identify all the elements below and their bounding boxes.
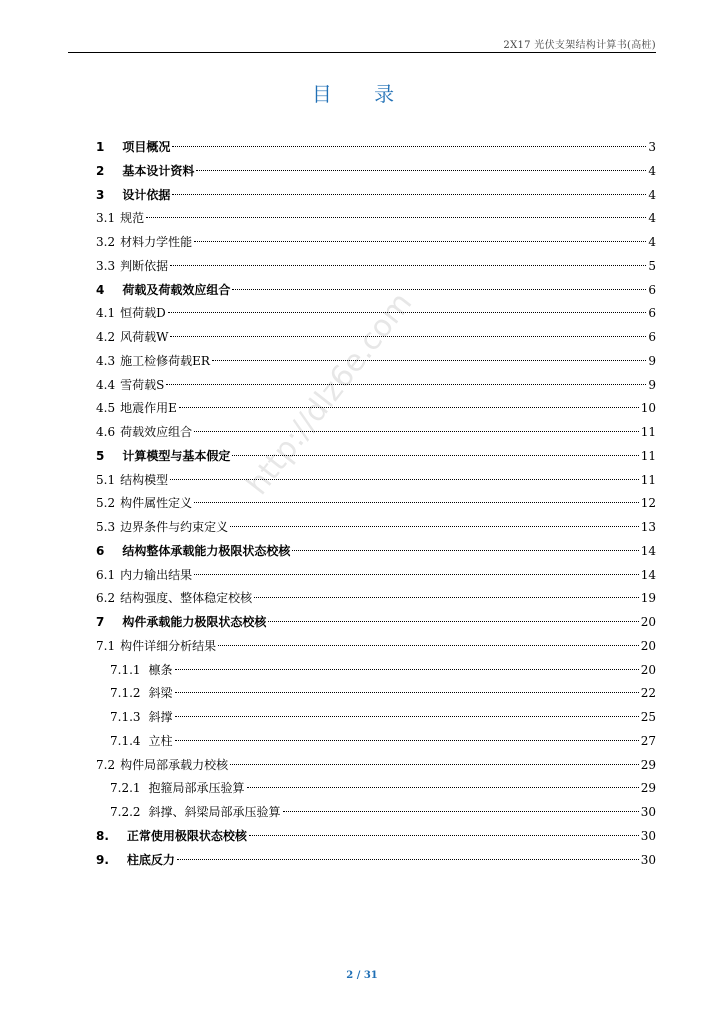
toc-entry-label: 风荷载W (120, 330, 169, 344)
toc-entry[interactable] (96, 611, 656, 635)
toc-entry-page: 3 (648, 140, 656, 154)
toc-entry-number: 4.6 (96, 425, 116, 439)
page-title: 目 录 (311, 82, 413, 106)
table-of-contents (96, 136, 656, 872)
toc-entry-number: 3 (96, 187, 105, 202)
toc-entry-page: 11 (640, 448, 656, 463)
toc-leader-dots (175, 740, 639, 741)
toc-leader-dots (194, 502, 639, 503)
toc-entry-page: 30 (640, 828, 656, 843)
toc-leader-dots (194, 431, 639, 432)
toc-entry[interactable] (96, 492, 656, 516)
toc-entry-number: 7.1.3 (110, 710, 141, 724)
toc-leader-dots (175, 692, 639, 693)
toc-entry-number: 7 (96, 615, 105, 629)
toc-entry-label: 材料力学性能 (120, 235, 193, 249)
toc-entry[interactable] (96, 706, 656, 730)
toc-entry-number: 7.1.2 (110, 686, 141, 701)
toc-entry-page: 4 (648, 163, 656, 178)
toc-entry[interactable] (96, 825, 656, 849)
toc-entry-label: 正常使用极限状态校核 (126, 828, 247, 843)
toc-entry-number: 4.3 (96, 353, 116, 368)
toc-entry[interactable] (96, 302, 656, 326)
watermark: http://dlz6e.com (240, 286, 420, 502)
toc-entry-label: 雪荷载S (120, 377, 165, 392)
toc-entry-label: 施工检修荷载ER (120, 353, 210, 368)
toc-entry[interactable] (96, 397, 656, 421)
toc-entry[interactable] (96, 635, 656, 659)
toc-leader-dots (168, 312, 647, 313)
toc-entry-page: 19 (640, 591, 656, 606)
toc-leader-dots (170, 479, 639, 480)
toc-entry-page: 14 (640, 543, 656, 558)
toc-entry-number: 7.2.1 (110, 781, 141, 796)
toc-entry-page: 12 (640, 496, 656, 511)
toc-entry[interactable] (96, 754, 656, 778)
toc-entry-page: 20 (640, 615, 656, 629)
toc-entry-number: 4.1 (96, 306, 116, 321)
toc-entry-number: 5.3 (96, 520, 116, 534)
toc-entry-number: 3.1 (96, 211, 116, 226)
page-indicator: 2 / 31 (346, 970, 378, 981)
toc-entry-label: 立柱 (148, 733, 173, 748)
toc-leader-dots (166, 384, 646, 385)
toc-entry[interactable] (96, 421, 656, 445)
toc-leader-dots (232, 289, 646, 290)
toc-entry[interactable] (96, 801, 656, 825)
toc-entry-number: 4 (96, 282, 105, 297)
toc-entry-number: 7.2 (96, 757, 116, 772)
toc-entry-page: 4 (648, 187, 656, 202)
toc-entry-page: 6 (648, 306, 656, 321)
toc-entry-label: 恒荷载D (120, 306, 166, 321)
toc-entry-page: 29 (640, 757, 656, 772)
toc-leader-dots (249, 835, 639, 836)
toc-leader-dots (232, 455, 638, 456)
toc-entry-label: 项目概况 (122, 140, 171, 154)
toc-leader-dots (172, 146, 646, 147)
toc-entry-label: 内力输出结果 (120, 567, 193, 582)
toc-leader-dots (283, 811, 639, 812)
toc-entry-label: 构件局部承载力校核 (120, 757, 229, 772)
toc-entry-page: 30 (640, 805, 656, 819)
toc-entry-label: 斜撑 (148, 710, 173, 724)
toc-leader-dots (268, 621, 638, 622)
toc-entry-page: 5 (648, 258, 656, 273)
toc-entry-label: 结构模型 (120, 472, 169, 487)
toc-entry-page: 27 (640, 733, 656, 748)
toc-leader-dots (175, 669, 639, 670)
toc-entry-page: 25 (640, 710, 656, 724)
toc-entry-number: 8. (96, 828, 109, 843)
toc-entry-page: 30 (640, 852, 656, 867)
toc-leader-dots (292, 550, 638, 551)
header-title: 2X17 光伏支架结构计算书(高桩) (503, 40, 656, 51)
toc-entry-page: 4 (648, 211, 656, 226)
toc-entry-label: 柱底反力 (126, 852, 175, 867)
toc-entry-label: 判断依据 (120, 258, 169, 273)
toc-leader-dots (196, 170, 646, 171)
toc-entry-page: 10 (640, 401, 656, 416)
toc-entry[interactable] (96, 279, 656, 303)
toc-entry-page: 20 (640, 638, 656, 653)
toc-entry-label: 规范 (120, 211, 145, 226)
toc-entry[interactable] (96, 469, 656, 493)
toc-entry-label: 设计依据 (122, 187, 171, 202)
toc-leader-dots (212, 360, 646, 361)
toc-entry-page: 4 (648, 235, 656, 249)
toc-entry-label: 荷载效应组合 (120, 425, 193, 439)
toc-entry-number: 5.2 (96, 496, 116, 511)
toc-leader-dots (170, 336, 646, 337)
toc-leader-dots (146, 217, 646, 218)
toc-entry-number: 3.2 (96, 235, 116, 249)
toc-entry-page: 6 (648, 330, 656, 344)
toc-entry-number: 4.5 (96, 401, 116, 416)
toc-entry-number: 7.1.4 (110, 733, 141, 748)
toc-entry[interactable] (96, 207, 656, 231)
toc-leader-dots (247, 787, 639, 788)
toc-entry[interactable] (96, 682, 656, 706)
toc-entry-page: 13 (640, 520, 656, 534)
toc-entry-number: 7.1 (96, 638, 116, 653)
toc-entry-label: 斜梁 (148, 686, 173, 701)
toc-entry[interactable] (96, 255, 656, 279)
toc-entry[interactable] (96, 516, 656, 540)
toc-entry-page: 6 (648, 282, 656, 297)
toc-entry-label: 边界条件与约束定义 (120, 520, 229, 534)
toc-entry-label: 斜撑、斜梁局部承压验算 (148, 805, 281, 819)
toc-entry-number: 7.2.2 (110, 805, 141, 819)
toc-entry[interactable] (96, 350, 656, 374)
toc-entry-page: 29 (640, 781, 656, 796)
toc-leader-dots (230, 764, 639, 765)
toc-entry-label: 抱箍局部承压验算 (148, 781, 245, 796)
toc-leader-dots (194, 241, 646, 242)
toc-entry-label: 地震作用E (120, 401, 177, 416)
toc-entry-number: 1 (96, 140, 105, 154)
toc-entry-number: 2 (96, 163, 105, 178)
toc-entry[interactable] (96, 564, 656, 588)
toc-entry-label: 构件承载能力极限状态校核 (122, 615, 267, 629)
toc-leader-dots (179, 407, 639, 408)
toc-entry[interactable] (96, 231, 656, 255)
toc-leader-dots (230, 526, 639, 527)
header-divider (68, 52, 656, 53)
toc-leader-dots (175, 716, 639, 717)
toc-entry-number: 7.1.1 (110, 662, 141, 677)
toc-leader-dots (177, 859, 639, 860)
toc-entry-page: 9 (648, 353, 656, 368)
toc-entry[interactable] (96, 374, 656, 398)
toc-entry[interactable] (96, 730, 656, 754)
toc-entry-page: 20 (640, 662, 656, 677)
toc-entry-page: 14 (640, 567, 656, 582)
toc-entry[interactable] (96, 160, 656, 184)
toc-entry-label: 计算模型与基本假定 (122, 448, 231, 463)
toc-entry[interactable] (96, 659, 656, 683)
toc-entry[interactable] (96, 587, 656, 611)
toc-entry[interactable] (96, 445, 656, 469)
toc-entry[interactable] (96, 540, 656, 564)
toc-entry[interactable] (96, 326, 656, 350)
toc-entry-number: 5 (96, 448, 105, 463)
toc-entry-number: 4.4 (96, 377, 116, 392)
toc-entry-page: 9 (648, 377, 656, 392)
toc-entry[interactable] (96, 136, 656, 160)
toc-entry[interactable] (96, 184, 656, 208)
toc-leader-dots (172, 194, 646, 195)
toc-entry-number: 6.1 (96, 567, 116, 582)
toc-entry[interactable] (96, 849, 656, 873)
toc-entry-number: 6 (96, 543, 105, 558)
toc-entry-number: 4.2 (96, 330, 116, 344)
toc-entry-number: 5.1 (96, 472, 116, 487)
toc-leader-dots (194, 574, 639, 575)
toc-entry-number: 6.2 (96, 591, 116, 606)
toc-entry-page: 22 (640, 686, 656, 701)
toc-leader-dots (170, 265, 646, 266)
toc-entry-label: 檩条 (148, 662, 173, 677)
toc-entry-number: 9. (96, 852, 109, 867)
toc-entry-page: 11 (640, 425, 656, 439)
toc-entry-label: 构件详细分析结果 (120, 638, 217, 653)
toc-entry-label: 构件属性定义 (120, 496, 193, 511)
toc-entry-label: 基本设计资料 (122, 163, 195, 178)
toc-entry[interactable] (96, 777, 656, 801)
toc-leader-dots (254, 597, 639, 598)
toc-entry-page: 11 (640, 472, 656, 487)
toc-entry-number: 3.3 (96, 258, 116, 273)
toc-entry-label: 荷载及荷载效应组合 (122, 282, 231, 297)
toc-leader-dots (218, 645, 639, 646)
toc-entry-label: 结构整体承载能力极限状态校核 (122, 543, 291, 558)
toc-entry-label: 结构强度、整体稳定校核 (120, 591, 253, 606)
